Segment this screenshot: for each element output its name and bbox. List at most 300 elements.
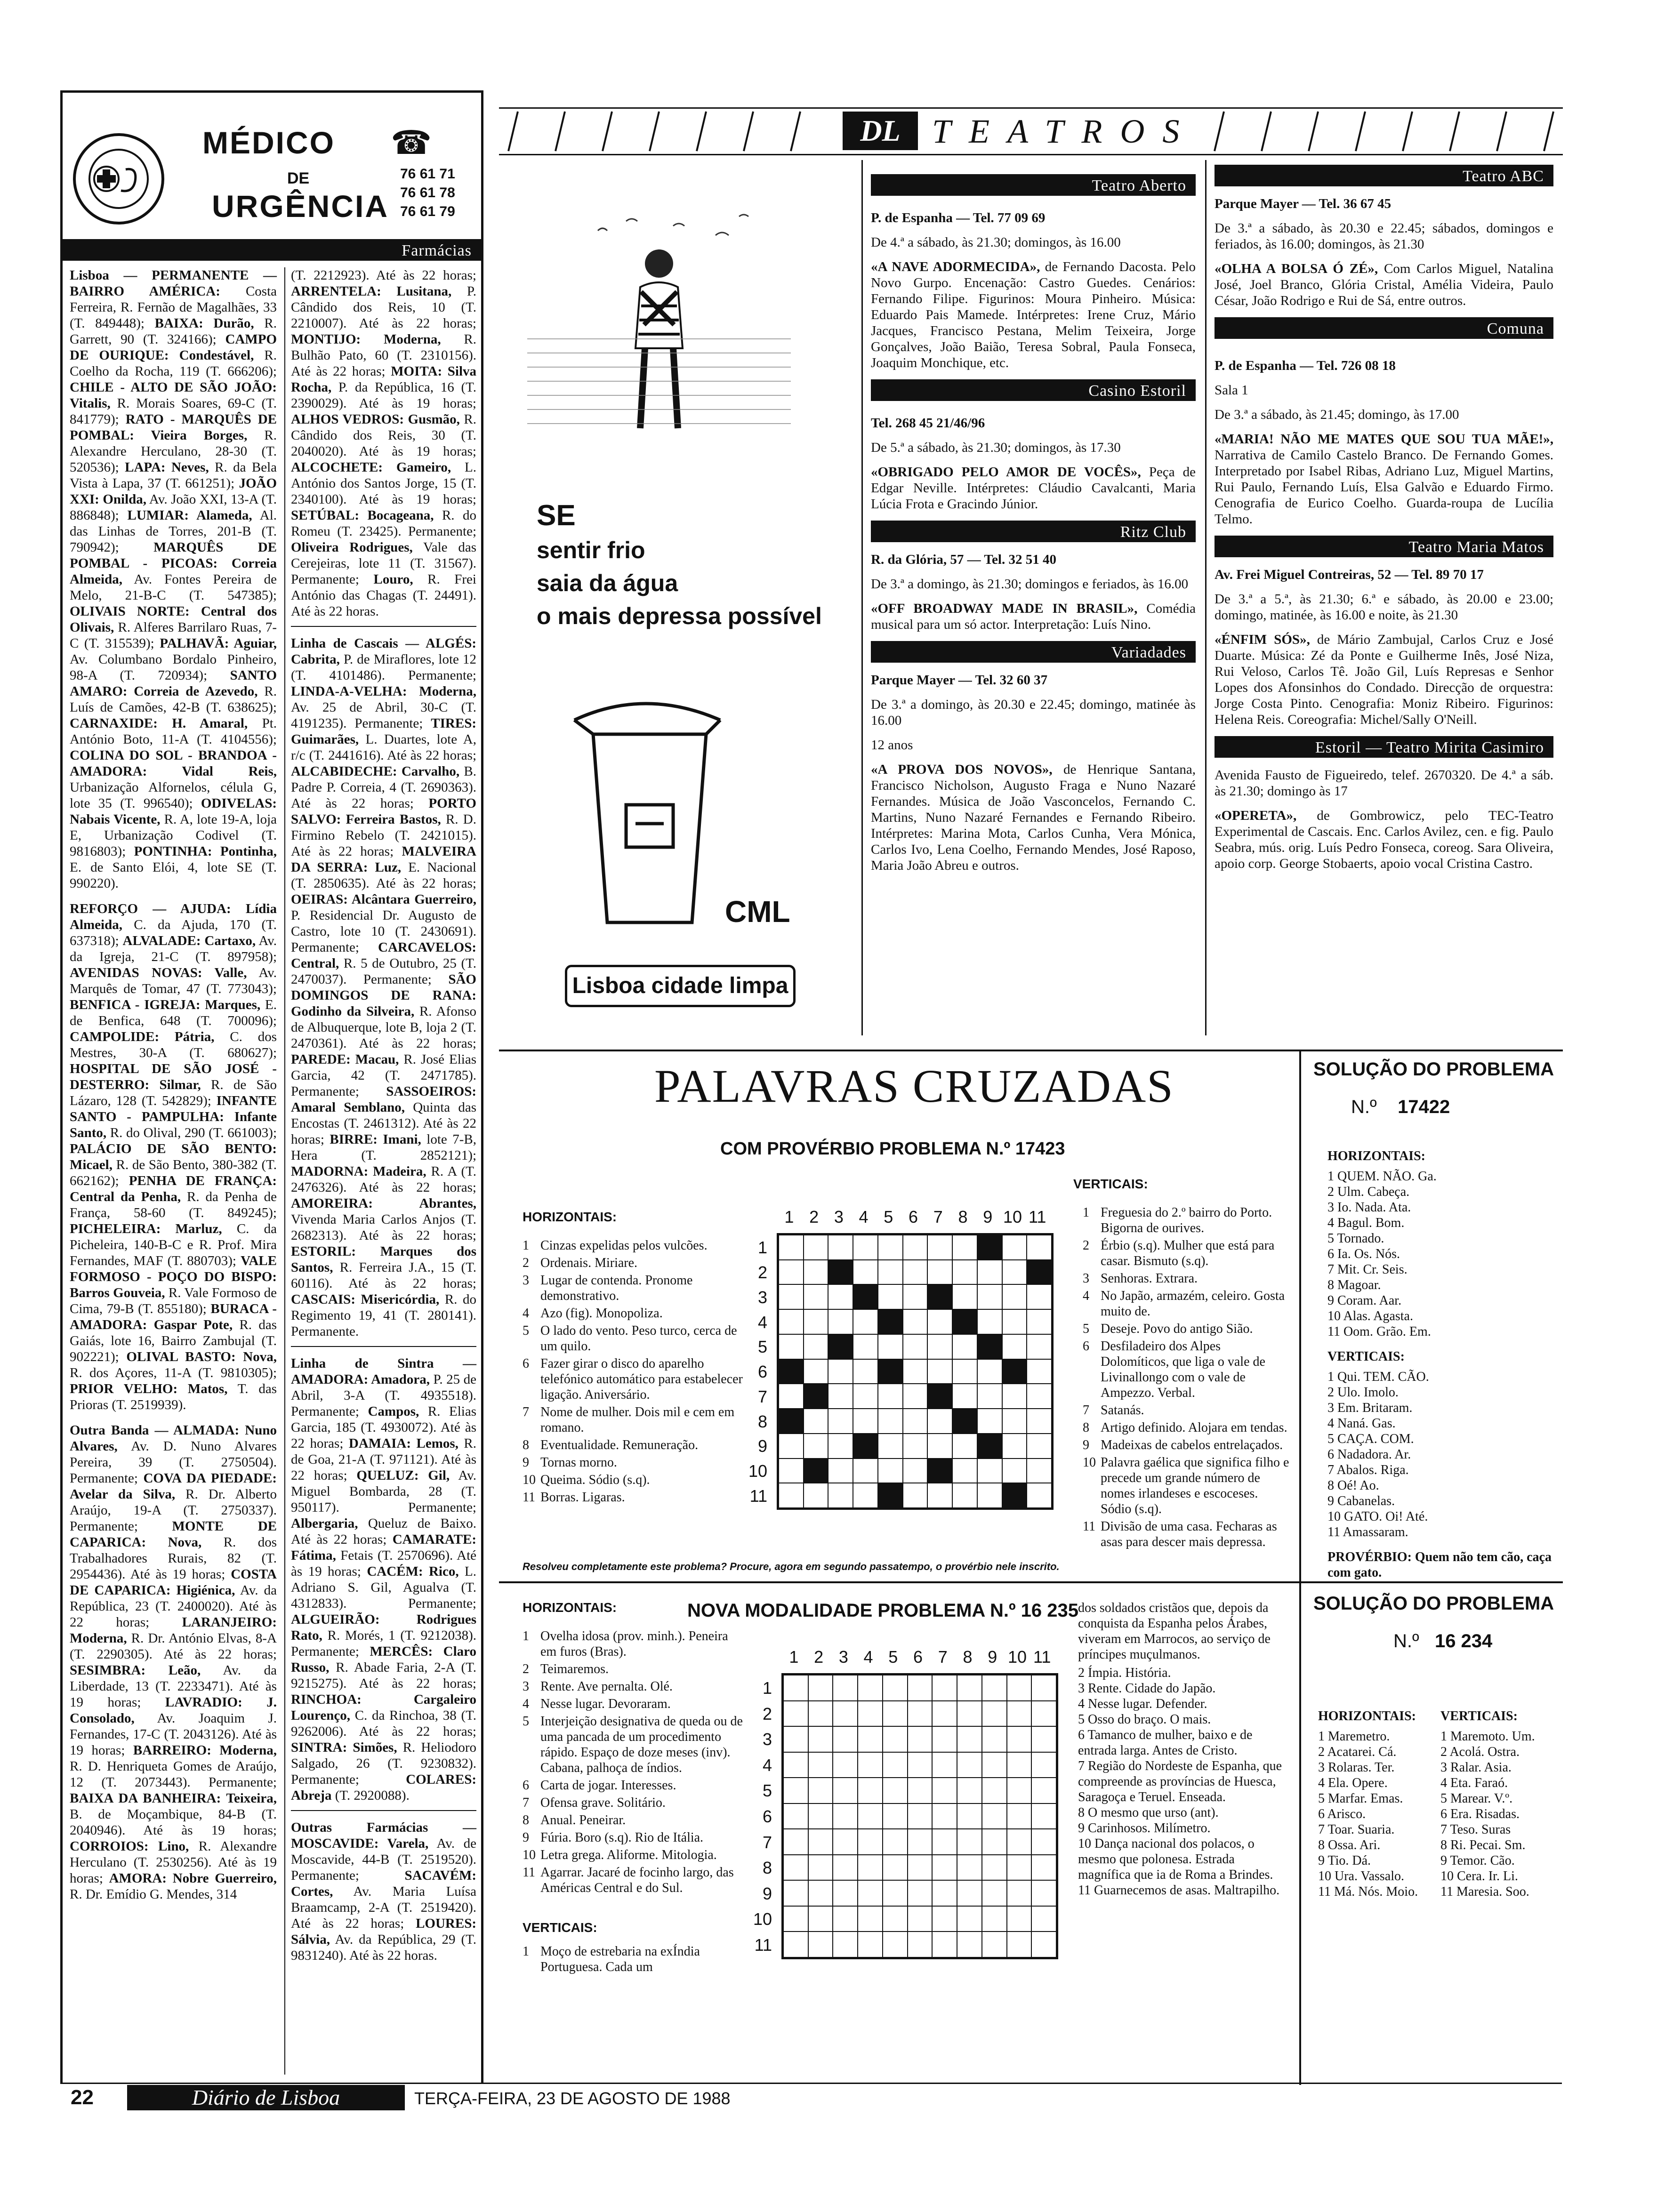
grid-cell[interactable] <box>927 1309 952 1334</box>
clue-number: 7 <box>1083 1403 1089 1418</box>
grid-cell[interactable] <box>1031 1931 1056 1957</box>
grid-cell[interactable] <box>903 1384 928 1409</box>
grid-cell[interactable] <box>1002 1260 1027 1285</box>
pharmacy-name: LARANJEIRO: Moderna, <box>70 1615 277 1646</box>
black-cell <box>952 1309 977 1334</box>
grid-cell[interactable] <box>828 1235 853 1260</box>
black-cell <box>1027 1260 1052 1285</box>
black-cell <box>977 1334 1002 1359</box>
grid-cell[interactable] <box>808 1931 833 1957</box>
grid-cell[interactable] <box>1031 1880 1056 1906</box>
grid-cell[interactable] <box>858 1931 883 1957</box>
pharmacy-name: PALHAVÃ: Aguiar, <box>160 636 277 651</box>
pharmacy-address: R. A (T. 2476326). Até às 22 horas; <box>291 1164 476 1195</box>
grid-cell[interactable] <box>779 1309 804 1334</box>
grid-cell[interactable] <box>883 1675 908 1701</box>
clue <box>523 1455 744 1470</box>
grid-cell[interactable] <box>858 1906 883 1932</box>
grid-cell[interactable] <box>927 1483 952 1508</box>
grid-cell[interactable] <box>783 1752 808 1778</box>
grid-cell[interactable] <box>1031 1726 1056 1752</box>
grid-cell[interactable] <box>1007 1829 1032 1855</box>
grid-cell[interactable] <box>932 1906 957 1932</box>
grid-cell[interactable] <box>808 1752 833 1778</box>
grid-cell[interactable] <box>932 1701 957 1727</box>
grid-cell[interactable] <box>982 1906 1007 1932</box>
grid-cell[interactable] <box>878 1260 903 1285</box>
grid-cell[interactable] <box>982 1931 1007 1957</box>
grid-cell[interactable] <box>957 1701 982 1727</box>
grid-cell[interactable] <box>833 1701 858 1727</box>
grid-cell[interactable] <box>927 1260 952 1285</box>
grid-cell[interactable] <box>883 1906 908 1932</box>
nova-vert-label: VERTICAIS: <box>523 1920 597 1935</box>
clue-text: 4 Bagul. Bom. <box>1327 1216 1405 1230</box>
pharmacy-name: CARCAVELOS: Central, <box>291 940 476 971</box>
grid-cell[interactable] <box>883 1880 908 1906</box>
farm-group-2c <box>291 1355 476 1803</box>
grid-cell[interactable] <box>878 1459 903 1483</box>
grid-cell[interactable] <box>982 1701 1007 1727</box>
grid-cell[interactable] <box>883 1855 908 1881</box>
pharmacy-name: AMOREIRA: Abrantes, <box>291 1196 476 1211</box>
grid-cell[interactable] <box>804 1260 828 1285</box>
grid-cell[interactable] <box>908 1778 933 1803</box>
grid-cell[interactable] <box>903 1309 928 1334</box>
pharmacy-address: Av. de Moscavide, 44-B (T. 2519520). Permanente; <box>291 1836 476 1883</box>
clue-number: 7 <box>523 1405 529 1419</box>
dl-logo: DL <box>843 112 918 150</box>
grid-cell[interactable] <box>1002 1459 1027 1483</box>
grid-cell[interactable] <box>1007 1778 1032 1803</box>
grid-cell[interactable] <box>1027 1284 1052 1309</box>
grid-cell[interactable] <box>779 1434 804 1459</box>
clue <box>1083 1238 1290 1269</box>
grid-cell[interactable] <box>927 1409 952 1434</box>
grid-cell[interactable] <box>1002 1309 1027 1334</box>
grid-cell[interactable] <box>908 1855 933 1881</box>
grid-cell[interactable] <box>783 1931 808 1957</box>
grid-cell[interactable] <box>982 1880 1007 1906</box>
grid-cell[interactable] <box>833 1675 858 1701</box>
grid-cell[interactable] <box>903 1260 928 1285</box>
grid-cell[interactable] <box>783 1906 808 1932</box>
grid-cell[interactable] <box>804 1309 828 1334</box>
grid-cell[interactable] <box>977 1260 1002 1285</box>
grid-cell[interactable] <box>858 1701 883 1727</box>
grid-cell[interactable] <box>783 1880 808 1906</box>
grid-cell[interactable] <box>878 1384 903 1409</box>
pharmacy-name: Louro, <box>373 572 413 587</box>
grid-cell[interactable] <box>1007 1855 1032 1881</box>
clue-text: No Japão, armazém, celeiro. Gosta muito de. <box>1101 1289 1285 1319</box>
grid-cell[interactable] <box>808 1701 833 1727</box>
clue-text: 11 Maresia. Soo. <box>1440 1884 1529 1899</box>
grid-cell[interactable] <box>828 1409 853 1434</box>
grid-cell[interactable] <box>932 1855 957 1881</box>
grid-cell[interactable] <box>908 1803 933 1829</box>
black-cell <box>878 1309 903 1334</box>
grid-cell[interactable] <box>779 1384 804 1409</box>
clue-number: 4 <box>523 1697 529 1711</box>
black-cell <box>828 1260 853 1285</box>
grid-cell[interactable] <box>957 1726 982 1752</box>
grid-cell[interactable] <box>883 1829 908 1855</box>
grid-cell[interactable] <box>1031 1778 1056 1803</box>
pharmacy-name: Campos, <box>368 1404 419 1419</box>
grid-cell[interactable] <box>878 1334 903 1359</box>
grid-cell[interactable] <box>952 1359 977 1384</box>
grid-cell[interactable] <box>982 1855 1007 1881</box>
grid-cell[interactable] <box>1007 1675 1032 1701</box>
teatros-masthead <box>499 107 1563 155</box>
crossword-grid[interactable] <box>777 1233 1054 1510</box>
clue-text: 10 Dança nacional dos polacos, o mesmo que polonesa. Estrada magnífica que ia de Roma a Brindes. <box>1078 1836 1273 1882</box>
grid-cell[interactable] <box>957 1880 982 1906</box>
clue-text: Artigo definido. Alojara em tendas. <box>1101 1420 1287 1435</box>
grid-cell[interactable] <box>932 1675 957 1701</box>
pharmacy-address: Av. da Liberdade, 13 (T. 2233471). Até às 19 horas; <box>70 1663 277 1710</box>
grid-cell[interactable] <box>858 1726 883 1752</box>
grid-cell[interactable] <box>828 1483 853 1508</box>
grid-cell[interactable] <box>957 1855 982 1881</box>
grid-cell[interactable] <box>957 1752 982 1778</box>
grid-cell[interactable] <box>858 1675 883 1701</box>
grid-cell[interactable] <box>1002 1334 1027 1359</box>
grid-cell[interactable] <box>903 1409 928 1434</box>
pharmacy-name: ALCOCHETE: Gameiro, <box>291 460 451 475</box>
grid-cell[interactable] <box>853 1359 878 1384</box>
grid-cell[interactable] <box>908 1906 933 1932</box>
page-number: 22 <box>71 2086 94 2109</box>
grid-cell[interactable] <box>977 1309 1002 1334</box>
grid-cell[interactable] <box>883 1931 908 1957</box>
grid-cell[interactable] <box>833 1855 858 1881</box>
grid-cell[interactable] <box>1031 1829 1056 1855</box>
grid-cell[interactable] <box>952 1284 977 1309</box>
grid-cell[interactable] <box>804 1434 828 1459</box>
grid-cell[interactable] <box>1031 1752 1056 1778</box>
solution-1-title: SOLUÇÃO DO PROBLEMA <box>1313 1059 1554 1080</box>
grid-cell[interactable] <box>903 1434 928 1459</box>
grid-cell[interactable] <box>858 1803 883 1829</box>
grid-cell[interactable] <box>977 1384 1002 1409</box>
clue-text: 9 Carinhosos. Milímetro. <box>1078 1821 1211 1835</box>
grid-cell[interactable] <box>957 1931 982 1957</box>
grid-cell[interactable] <box>828 1359 853 1384</box>
grid-cell[interactable] <box>853 1384 878 1409</box>
pharmacy-address: R. 5 de Outubro, 25 (T. 2470037). Permanente; <box>291 956 476 987</box>
grid-cell[interactable] <box>804 1359 828 1384</box>
grid-cell[interactable] <box>952 1384 977 1409</box>
grid-cell[interactable] <box>927 1359 952 1384</box>
grid-cell[interactable] <box>858 1752 883 1778</box>
farm-group-2 <box>291 267 476 619</box>
grid-cell[interactable] <box>932 1726 957 1752</box>
grid-cell[interactable] <box>932 1880 957 1906</box>
grid-cell[interactable] <box>952 1334 977 1359</box>
clue <box>1327 1200 1553 1215</box>
grid-cell[interactable] <box>804 1483 828 1508</box>
pharmacy-address: R. D. Firmino Rebelo (T. 2421015). Até às 22 horas; <box>291 812 476 859</box>
clue <box>1440 1837 1558 1853</box>
grid-cell[interactable] <box>1007 1803 1032 1829</box>
grid-cell[interactable] <box>783 1675 808 1701</box>
clue <box>523 1490 744 1505</box>
grid-cell[interactable] <box>932 1752 957 1778</box>
grid-cell[interactable] <box>804 1334 828 1359</box>
grid-cell[interactable] <box>1007 1701 1032 1727</box>
grid-cell[interactable] <box>804 1235 828 1260</box>
grid-cell[interactable] <box>833 1906 858 1932</box>
grid-cell[interactable] <box>977 1483 1002 1508</box>
clue <box>1078 1805 1290 1820</box>
solution-2-number: N.º 16 234 <box>1393 1631 1493 1651</box>
grid-cell[interactable] <box>982 1829 1007 1855</box>
grid-cell[interactable] <box>1007 1931 1032 1957</box>
grid-cell[interactable] <box>858 1829 883 1855</box>
grid-cell[interactable] <box>957 1906 982 1932</box>
grid-cell[interactable] <box>779 1334 804 1359</box>
grid-cell[interactable] <box>828 1284 853 1309</box>
grid-cell[interactable] <box>828 1309 853 1334</box>
grid-cell[interactable] <box>779 1459 804 1483</box>
black-cell <box>977 1235 1002 1260</box>
grid-cell[interactable] <box>932 1931 957 1957</box>
grid-cell[interactable] <box>858 1855 883 1881</box>
clue-text: 2 Ulm. Cabeça. <box>1327 1185 1410 1199</box>
grid-cell[interactable] <box>1031 1855 1056 1881</box>
grid-cell[interactable] <box>932 1829 957 1855</box>
grid-cell[interactable] <box>1002 1235 1027 1260</box>
grid-cell[interactable] <box>903 1235 928 1260</box>
grid-cell[interactable] <box>783 1778 808 1803</box>
pharmacy-name: MONTIJO: Moderna, <box>291 332 441 347</box>
clue <box>1327 1215 1553 1231</box>
grid-cell[interactable] <box>952 1235 977 1260</box>
grid-cell[interactable] <box>908 1880 933 1906</box>
clue <box>1083 1420 1290 1435</box>
grid-cell[interactable] <box>903 1284 928 1309</box>
clue-number: 8 <box>523 1813 529 1827</box>
grid-cell[interactable] <box>927 1235 952 1260</box>
grid-cell[interactable] <box>977 1459 1002 1483</box>
grid-cell[interactable] <box>927 1334 952 1359</box>
grid-cell[interactable] <box>908 1752 933 1778</box>
grid-cell[interactable] <box>878 1434 903 1459</box>
nova-vert-clues: dos soldados cristãos que, depois da conquista da Espanha pelos Árabes, viveram em Marrocos, ao serviço de príncipes muçulmanos. 2 Ímpia. História. 3 Rente. Cidade do Japão. 4 Nesse lugar. Defender. 5 Osso do braço. O mais. 6 Tamanco de mulher, baixo e de entrada larga. Antes de Cristo. 7 Região do Nordeste de Espanha, que compreende as províncias de Huesca, Saragoça e Teruel. Enseada. 8 O mesmo que urso (ant). 9 Carinhosos. Milímetro. 10 Dança nacional dos polacos, o mesmo que polonesa. Estrada magnífica que ia de Roma a Brindes. 11 Guarnecemos de asas. Maltrapilho. <box>1078 1600 1290 1898</box>
pharmacy-address: C. da Ajuda, 170 (T. 637318); <box>70 917 277 948</box>
grid-cell[interactable] <box>957 1829 982 1855</box>
clue <box>1078 1836 1290 1883</box>
grid-cell[interactable] <box>783 1829 808 1855</box>
pharmacy-name: OLIVAIS NORTE: Central dos Olivais, <box>70 604 277 635</box>
grid-cell[interactable] <box>932 1803 957 1829</box>
clue <box>523 1865 744 1896</box>
grid-cell[interactable] <box>1031 1906 1056 1932</box>
grid-cell[interactable] <box>853 1409 878 1434</box>
grid-cell[interactable] <box>1007 1752 1032 1778</box>
grid-cell[interactable] <box>808 1906 833 1932</box>
grid-cell[interactable] <box>903 1483 928 1508</box>
grid-cell[interactable] <box>1027 1483 1052 1508</box>
grid-cell[interactable] <box>952 1459 977 1483</box>
grid-cell[interactable] <box>908 1931 933 1957</box>
grid-cell[interactable] <box>808 1675 833 1701</box>
grid-cell[interactable] <box>808 1726 833 1752</box>
grid-row-number: 7 <box>757 1387 767 1406</box>
grid-cell[interactable] <box>779 1483 804 1508</box>
clue-text: 10 Alas. Agasta. <box>1327 1309 1413 1323</box>
pharmacy-address: R. A, lote 19-A, loja E, Urbanização Codivel (T. 9816803); <box>70 812 277 859</box>
black-cell <box>853 1284 878 1309</box>
grid-cell[interactable] <box>858 1880 883 1906</box>
grid-cell[interactable] <box>808 1803 833 1829</box>
grid-cell[interactable] <box>858 1778 883 1803</box>
variedades-header: Variadades <box>871 641 1196 663</box>
grid-cell[interactable] <box>878 1409 903 1434</box>
grid-cell[interactable] <box>883 1803 908 1829</box>
grid-cell[interactable] <box>833 1726 858 1752</box>
grid-cell[interactable] <box>1031 1803 1056 1829</box>
grid-cell[interactable] <box>808 1829 833 1855</box>
grid-cell[interactable] <box>982 1778 1007 1803</box>
grid-cell[interactable] <box>977 1359 1002 1384</box>
grid-cell[interactable] <box>952 1434 977 1459</box>
grid-cell[interactable] <box>957 1803 982 1829</box>
grid-cell[interactable] <box>1007 1726 1032 1752</box>
grid-cell[interactable] <box>1027 1235 1052 1260</box>
nova-grid[interactable] <box>781 1673 1058 1959</box>
clue-number: 1 <box>523 1629 529 1643</box>
grid-row-number: 5 <box>762 1781 772 1801</box>
grid-cell[interactable] <box>908 1675 933 1701</box>
grid-cell[interactable] <box>1007 1880 1032 1906</box>
clue <box>1327 1184 1553 1200</box>
pharmacy-name: Linha de Sintra — AMADORA: Amadora, <box>291 1356 476 1387</box>
grid-cell[interactable] <box>1002 1434 1027 1459</box>
clue-text: Fúria. Boro (s.q). Rio de Itália. <box>540 1830 704 1845</box>
grid-cell[interactable] <box>878 1284 903 1309</box>
grid-cell[interactable] <box>982 1726 1007 1752</box>
grid-cell[interactable] <box>1027 1434 1052 1459</box>
grid-cell[interactable] <box>1031 1675 1056 1701</box>
clue <box>1327 1369 1553 1385</box>
clue-text: 10 Cera. Ir. Li. <box>1440 1869 1518 1883</box>
grid-cell[interactable] <box>828 1384 853 1409</box>
grid-cell[interactable] <box>853 1483 878 1508</box>
clue <box>1327 1493 1553 1509</box>
grid-cell[interactable] <box>783 1855 808 1881</box>
grid-cell[interactable] <box>779 1235 804 1260</box>
grid-cell[interactable] <box>828 1434 853 1459</box>
grid-cell[interactable] <box>1031 1701 1056 1727</box>
black-cell <box>1002 1483 1027 1508</box>
grid-cell[interactable] <box>883 1726 908 1752</box>
grid-cell[interactable] <box>977 1409 1002 1434</box>
farmacias-header: Farmácias <box>63 239 481 261</box>
grid-cell[interactable] <box>957 1675 982 1701</box>
grid-cell[interactable] <box>853 1235 878 1260</box>
grid-cell[interactable] <box>957 1778 982 1803</box>
grid-cell[interactable] <box>833 1829 858 1855</box>
pharmacy-address: Costa Ferreira, R. Fernão de Magalhães, 33 (T. 849448); <box>70 284 277 331</box>
grid-cell[interactable] <box>783 1726 808 1752</box>
phone-icon: ☎ <box>391 125 432 161</box>
grid-cell[interactable] <box>883 1701 908 1727</box>
farm-group-1c <box>70 1422 277 1902</box>
grid-cell[interactable] <box>903 1334 928 1359</box>
clue-text: 9 Temor. Cão. <box>1440 1853 1515 1868</box>
grid-cell[interactable] <box>1002 1409 1027 1434</box>
clue <box>1318 1760 1436 1775</box>
grid-cell[interactable] <box>804 1284 828 1309</box>
clue <box>523 1812 744 1828</box>
grid-cell[interactable] <box>952 1483 977 1508</box>
grid-cell[interactable] <box>833 1880 858 1906</box>
grid-cell[interactable] <box>1027 1309 1052 1334</box>
grid-cell[interactable] <box>903 1359 928 1384</box>
grid-cell[interactable] <box>1007 1906 1032 1932</box>
clue <box>1078 1665 1290 1681</box>
grid-cell[interactable] <box>833 1752 858 1778</box>
grid-cell[interactable] <box>828 1459 853 1483</box>
grid-cell[interactable] <box>779 1284 804 1309</box>
grid-cell[interactable] <box>833 1778 858 1803</box>
grid-cell[interactable] <box>952 1260 977 1285</box>
grid-cell[interactable] <box>1002 1284 1027 1309</box>
grid-cell[interactable] <box>1027 1459 1052 1483</box>
grid-cell[interactable] <box>804 1409 828 1434</box>
grid-cell[interactable] <box>853 1334 878 1359</box>
grid-cell[interactable] <box>1027 1359 1052 1384</box>
grid-cell[interactable] <box>982 1752 1007 1778</box>
grid-cell[interactable] <box>833 1803 858 1829</box>
grid-cell[interactable] <box>982 1803 1007 1829</box>
grid-cell[interactable] <box>853 1309 878 1334</box>
grid-cell[interactable] <box>853 1260 878 1285</box>
grid-cell[interactable] <box>783 1701 808 1727</box>
grid-cell[interactable] <box>982 1675 1007 1701</box>
grid-cell[interactable] <box>853 1459 878 1483</box>
clue-text: 1 Maremetro. <box>1318 1729 1390 1744</box>
grid-cell[interactable] <box>908 1701 933 1727</box>
grid-cell[interactable] <box>908 1829 933 1855</box>
medico-title: MÉDICO <box>202 125 335 160</box>
grid-cell[interactable] <box>783 1803 808 1829</box>
grid-cell[interactable] <box>1027 1334 1052 1359</box>
grid-cell[interactable] <box>878 1235 903 1260</box>
grid-cell[interactable] <box>977 1284 1002 1309</box>
pharmacy-name: OEIRAS: Alcântara Guerreiro, <box>291 892 476 907</box>
grid-cell[interactable] <box>932 1778 957 1803</box>
grid-cell[interactable] <box>1002 1384 1027 1409</box>
pharmacy-name: TIRES: Guimarães, <box>291 716 476 747</box>
grid-cell[interactable] <box>1027 1384 1052 1409</box>
grid-cell[interactable] <box>903 1459 928 1483</box>
grid-cell[interactable] <box>883 1752 908 1778</box>
grid-cell[interactable] <box>1027 1409 1052 1434</box>
grid-cell[interactable] <box>808 1855 833 1881</box>
grid-cell[interactable] <box>833 1931 858 1957</box>
grid-cell[interactable] <box>927 1434 952 1459</box>
grid-cell[interactable] <box>883 1778 908 1803</box>
grid-cell[interactable] <box>779 1260 804 1285</box>
grid-cell[interactable] <box>808 1778 833 1803</box>
grid-cell[interactable] <box>808 1880 833 1906</box>
grid-cell[interactable] <box>908 1726 933 1752</box>
pharmacy-address: P. da República, 16 (T. 2390029). Até às 19 horas; <box>291 380 476 411</box>
